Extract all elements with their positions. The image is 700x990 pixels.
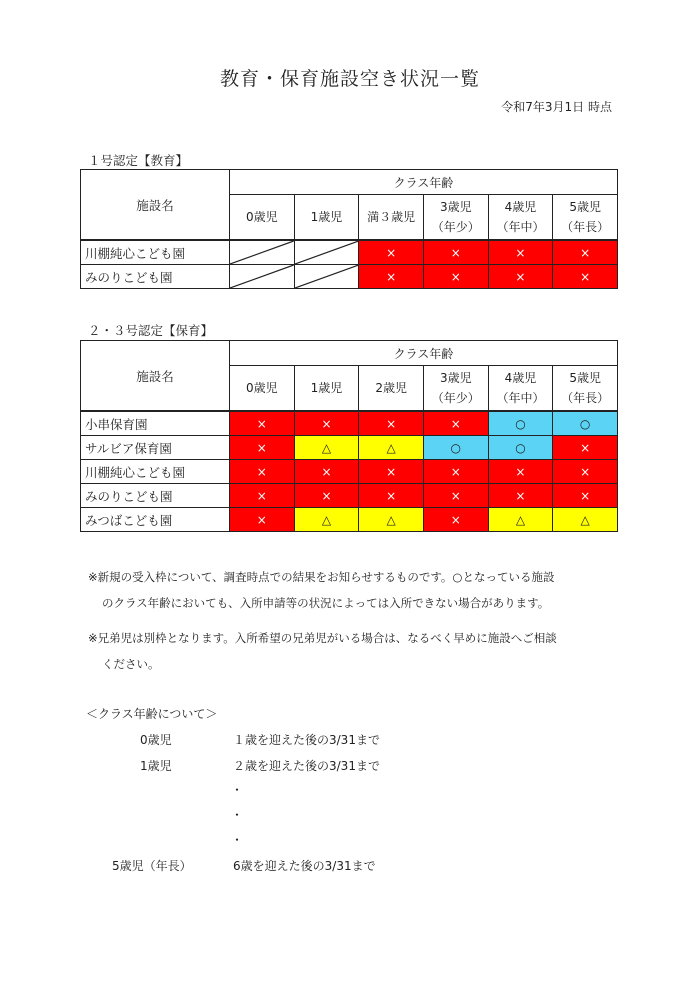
education-table [80, 169, 618, 289]
availability-cell: × [230, 484, 295, 508]
availability-cell: ○ [553, 411, 618, 436]
age-column-header [230, 366, 295, 412]
legend-term: 0歳児 [140, 733, 172, 747]
not-applicable-cell [294, 240, 359, 265]
facility-name-header: 施設名 [81, 170, 230, 241]
age-label: 3歳児 [439, 371, 472, 385]
age-label: 0歳児 [246, 210, 278, 224]
legend-ellipsis-dot: ・ [231, 783, 244, 797]
age-sub-label: （年中） [496, 391, 545, 405]
class-age-header: クラス年齢 [230, 341, 618, 366]
age-label: 満３歳児 [367, 210, 416, 224]
note-line: ください。 [102, 657, 160, 671]
availability-cell: × [423, 508, 488, 532]
page-title: 教育・保育施設空き状況一覧 [219, 68, 480, 90]
table-row [81, 411, 618, 436]
age-column-header [359, 195, 424, 241]
header-row [81, 170, 618, 195]
age-sub-label: （年中） [496, 220, 545, 234]
age-column-header [488, 195, 553, 241]
survey-date: 令和7年3月1日 時点 [501, 100, 612, 114]
availability-cell: △ [294, 436, 359, 460]
legend-ellipsis-dot: ・ [231, 833, 244, 847]
note-siblings [88, 625, 608, 677]
age-column-header [294, 195, 359, 241]
age-label: 4歳児 [504, 200, 537, 214]
diagonal-line-icon [295, 241, 359, 264]
availability-cell: × [553, 436, 618, 460]
age-label: 1歳児 [310, 210, 343, 224]
availability-cell: ○ [423, 436, 488, 460]
legend-ellipsis-dot: ・ [231, 808, 244, 822]
note-line: のクラス年齢においても、入所申請等の状況によっては入所できない場合があります。 [102, 596, 550, 610]
age-label: 3歳児 [439, 200, 472, 214]
facility-name: サルビア保育園 [81, 436, 230, 460]
availability-cell: ○ [488, 436, 553, 460]
legend-desc: ２歳を迎えた後の3/31まで [233, 759, 380, 773]
table-row [81, 436, 618, 460]
facility-name: 川棚純心こども園 [81, 460, 230, 484]
age-sub-label: （年少） [431, 391, 480, 405]
availability-cell: △ [359, 508, 424, 532]
age-sub-label: （年長） [561, 220, 610, 234]
availability-cell: × [423, 411, 488, 436]
availability-cell: × [488, 265, 553, 289]
childcare-section-label: ２・３号認定【保育】 [88, 323, 214, 338]
availability-cell: × [488, 240, 553, 265]
table-row [81, 484, 618, 508]
availability-cell: × [294, 411, 359, 436]
header-row [81, 341, 618, 366]
age-label: 4歳児 [504, 371, 537, 385]
age-column-header [359, 366, 424, 412]
availability-cell: × [359, 265, 424, 289]
availability-cell: × [230, 508, 295, 532]
age-label: 0歳児 [246, 381, 278, 395]
availability-cell: × [359, 484, 424, 508]
table-row [81, 240, 618, 265]
class-age-header: クラス年齢 [230, 170, 618, 195]
availability-cell: × [230, 411, 295, 436]
age-column-header [230, 195, 295, 241]
availability-cell: △ [294, 508, 359, 532]
table-row [81, 265, 618, 289]
facility-name-header: 施設名 [81, 341, 230, 412]
legend-term: 5歳児（年長） [112, 859, 192, 873]
availability-cell: △ [553, 508, 618, 532]
availability-cell: × [423, 484, 488, 508]
availability-cell: × [423, 460, 488, 484]
age-column-header [488, 366, 553, 412]
availability-cell: × [488, 460, 553, 484]
legend-heading: ＜クラス年齢について＞ [86, 707, 218, 721]
availability-cell: × [359, 460, 424, 484]
age-label: 1歳児 [310, 381, 343, 395]
note-line: ※新規の受入枠について、調査時点での結果をお知らせするものです。○となっている施設 [88, 570, 555, 584]
availability-cell: × [553, 484, 618, 508]
age-label: 2歳児 [375, 381, 407, 395]
availability-cell: × [553, 240, 618, 265]
availability-cell: × [423, 265, 488, 289]
age-column-header [294, 366, 359, 412]
availability-cell: × [230, 460, 295, 484]
note-new-admission [88, 564, 608, 616]
availability-cell: × [488, 484, 553, 508]
facility-name: 小串保育園 [81, 411, 230, 436]
availability-cell: × [230, 436, 295, 460]
not-applicable-cell [230, 240, 295, 265]
availability-cell: × [359, 240, 424, 265]
availability-cell: × [423, 240, 488, 265]
facility-name: みのりこども園 [81, 265, 230, 289]
availability-cell: △ [359, 436, 424, 460]
availability-cell: × [294, 484, 359, 508]
diagonal-line-icon [230, 241, 294, 264]
table-row [81, 508, 618, 532]
education-section-label: １号認定【教育】 [88, 153, 189, 168]
age-label: 5歳児 [569, 200, 601, 214]
availability-cell: △ [488, 508, 553, 532]
availability-cell: ○ [488, 411, 553, 436]
legend-desc: １歳を迎えた後の3/31まで [233, 733, 380, 747]
legend-desc: 6歳を迎えた後の3/31まで [233, 859, 376, 873]
facility-name: みのりこども園 [81, 484, 230, 508]
availability-cell: × [294, 460, 359, 484]
age-column-header [423, 195, 488, 241]
age-column-header [553, 195, 618, 241]
note-line: ※兄弟児は別枠となります。入所希望の兄弟児がいる場合は、なるべく早めに施設へご相談 [88, 631, 557, 645]
availability-cell: × [359, 411, 424, 436]
age-column-header [423, 366, 488, 412]
diagonal-line-icon [295, 265, 359, 288]
table-row [81, 460, 618, 484]
age-label: 5歳児 [569, 371, 601, 385]
not-applicable-cell [294, 265, 359, 289]
age-column-header [553, 366, 618, 412]
childcare-table [80, 340, 618, 532]
legend-term: 1歳児 [140, 759, 172, 773]
availability-cell: × [553, 265, 618, 289]
age-sub-label: （年少） [431, 220, 480, 234]
diagonal-line-icon [230, 265, 294, 288]
age-sub-label: （年長） [561, 391, 610, 405]
availability-cell: × [553, 460, 618, 484]
not-applicable-cell [230, 265, 295, 289]
facility-name: 川棚純心こども園 [81, 240, 230, 265]
facility-name: みつばこども園 [81, 508, 230, 532]
